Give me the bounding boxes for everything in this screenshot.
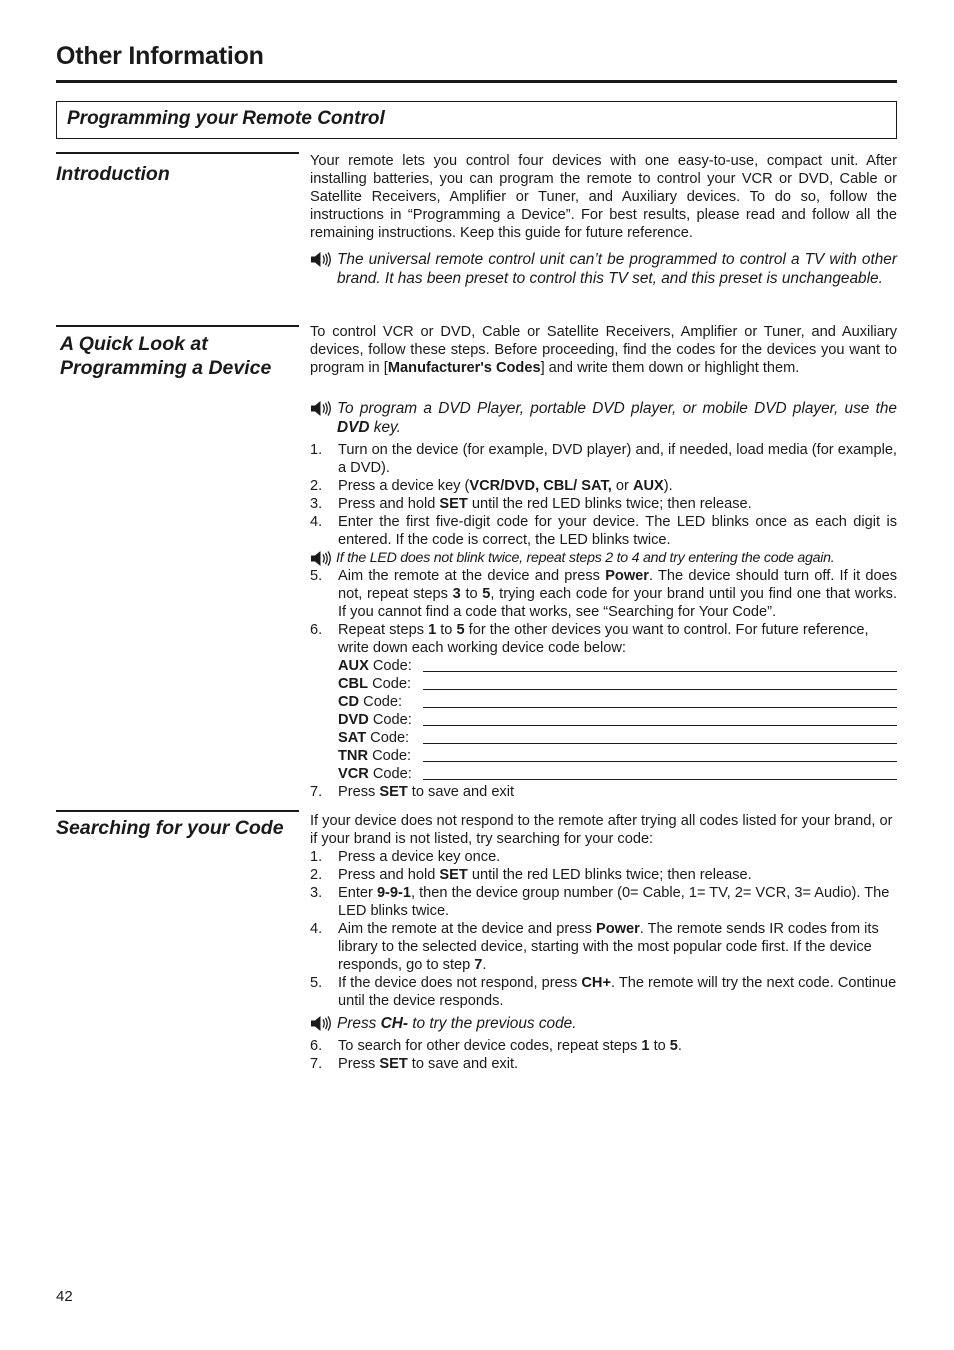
step-ref: 7 bbox=[474, 957, 483, 973]
step-text: Turn on the device (for example, DVD player) and, if needed, load media (for example, a DVD). bbox=[338, 442, 897, 476]
step-text: Press bbox=[338, 1056, 380, 1072]
list-item bbox=[310, 495, 897, 513]
device-code-list bbox=[338, 657, 897, 783]
list-item bbox=[310, 884, 897, 920]
quick-look-intro-text: To control VCR or DVD, Cable or Satellite Receivers, Amplifier or Tuner, and Auxiliary devices, follow these steps. Before proceeding, find the codes for the devices you want to program in [ bbox=[310, 324, 897, 376]
code-suffix: Code: bbox=[363, 694, 403, 710]
list-item bbox=[310, 866, 897, 884]
searching-rule bbox=[56, 810, 299, 812]
step-number: 3. bbox=[310, 885, 323, 901]
list-item bbox=[310, 1055, 897, 1073]
page-title: Other Information bbox=[56, 42, 264, 70]
code-suffix: Code: bbox=[370, 730, 410, 746]
speaker-icon bbox=[310, 400, 332, 417]
introduction-body bbox=[310, 152, 897, 288]
section-banner-title: Programming your Remote Control bbox=[67, 108, 385, 129]
step-text: Press a device key ( bbox=[338, 478, 470, 494]
step-text: Press and hold bbox=[338, 867, 440, 883]
quick-look-intro bbox=[310, 323, 897, 377]
step-text: for the other devices you want to control. For future reference, write down each working device code below: bbox=[338, 622, 869, 656]
step-ref: 5 bbox=[456, 622, 465, 638]
code-row bbox=[338, 747, 897, 765]
step-text: If the device does not respond, press bbox=[338, 975, 582, 991]
searching-heading: Searching for your Code bbox=[56, 817, 284, 839]
manufacturer-codes-ref: Manufacturer's Codes bbox=[387, 360, 541, 376]
step-text: to bbox=[649, 1038, 670, 1054]
device-name: CD bbox=[338, 694, 360, 710]
step-text: . bbox=[482, 957, 487, 973]
step-key: Power bbox=[595, 921, 640, 937]
step-text: Repeat steps bbox=[338, 622, 429, 638]
code-row bbox=[338, 675, 897, 693]
dvd-note bbox=[310, 399, 897, 437]
device-name: VCR bbox=[338, 766, 369, 782]
step-number: 2. bbox=[310, 867, 323, 883]
step-number: 1. bbox=[310, 849, 323, 865]
step-text: until the red LED blinks twice; then release. bbox=[467, 496, 752, 512]
led-note-text: If the LED does not blink twice, repeat steps 2 to 4 and try entering the code again. bbox=[336, 550, 835, 566]
section-banner bbox=[56, 101, 897, 139]
step-text: to bbox=[460, 586, 483, 602]
step-text: . The device should turn off. If it does not, repeat steps bbox=[338, 568, 897, 602]
code-label bbox=[338, 765, 423, 783]
step-number: 4. bbox=[310, 514, 323, 530]
searching-intro: If your device does not respond to the remote after trying all codes listed for your brand, or if your brand is not listed, try searching for your code: bbox=[310, 813, 893, 847]
introduction-text: Your remote lets you control four devices with one easy-to-use, compact unit. After installing batteries, you can program the remote to control your VCR or DVD, Cable or Satellite Receivers, Amplifier or Tuner, and Auxiliary devices. To do so, follow the instructions in “Programming a Device”. For best results, please read and follow all the remaining instructions. Keep this guide for future reference. bbox=[310, 153, 897, 241]
step-key: SET bbox=[379, 1056, 408, 1072]
quick-look-body bbox=[310, 323, 897, 801]
code-blank-line[interactable] bbox=[423, 671, 897, 672]
step-text: Aim the remote at the device and press bbox=[338, 921, 596, 937]
code-label bbox=[338, 729, 423, 747]
speaker-icon bbox=[310, 1015, 332, 1032]
step-text: to save and exit bbox=[407, 784, 515, 800]
code-row bbox=[338, 765, 897, 783]
code-blank-line[interactable] bbox=[423, 743, 897, 744]
list-item bbox=[310, 1037, 897, 1055]
step-key: SET bbox=[379, 784, 408, 800]
code-row bbox=[338, 657, 897, 675]
searching-steps-continued bbox=[310, 1037, 897, 1073]
step-ref: 5 bbox=[669, 1038, 678, 1054]
device-name: TNR bbox=[338, 748, 368, 764]
step-key: Power bbox=[605, 568, 649, 584]
step-text: until the red LED blinks twice; then release. bbox=[467, 867, 752, 883]
page-number: 42 bbox=[56, 1288, 73, 1305]
step-text: . The remote will try the next code. Continue until the device responds. bbox=[338, 975, 897, 1009]
step-ref: 5 bbox=[482, 586, 491, 602]
step-number: 6. bbox=[310, 1038, 323, 1054]
quick-look-heading bbox=[60, 332, 305, 380]
dvd-note-text: To program a DVD Player, portable DVD player, or mobile DVD player, use the bbox=[337, 400, 897, 417]
code-blank-line[interactable] bbox=[423, 779, 897, 780]
step-number: 7. bbox=[310, 1056, 323, 1072]
device-name: AUX bbox=[338, 658, 369, 674]
step-text: To search for other device codes, repeat steps bbox=[338, 1038, 642, 1054]
code-row bbox=[338, 729, 897, 747]
code-blank-line[interactable] bbox=[423, 725, 897, 726]
device-name: CBL bbox=[338, 676, 368, 692]
step-ref: 1 bbox=[428, 622, 437, 638]
ch-minus-note bbox=[310, 1014, 897, 1033]
step-text: , trying each code for your brand until you find one that works. If you cannot find a code that works, see “Searching for Your Code”. bbox=[338, 586, 897, 620]
code-label bbox=[338, 657, 423, 675]
step-text: Press and hold bbox=[338, 496, 440, 512]
code-suffix: Code: bbox=[372, 766, 412, 782]
introduction-rule bbox=[56, 152, 299, 154]
programming-steps bbox=[310, 441, 897, 549]
dvd-key-label: DVD bbox=[337, 419, 370, 436]
led-note bbox=[310, 549, 897, 567]
device-name: DVD bbox=[338, 712, 369, 728]
step-ref: 3 bbox=[452, 586, 461, 602]
step-number: 5. bbox=[310, 568, 323, 584]
step-text: . bbox=[677, 1038, 682, 1054]
code-label bbox=[338, 711, 423, 729]
code-suffix: Code: bbox=[372, 676, 412, 692]
step-key: SET bbox=[439, 867, 468, 883]
code-row bbox=[338, 711, 897, 729]
step-key: SET bbox=[439, 496, 468, 512]
programming-steps-continued bbox=[310, 567, 897, 801]
code-suffix: Code: bbox=[372, 658, 412, 674]
searching-steps bbox=[310, 848, 897, 1010]
speaker-icon bbox=[310, 550, 332, 567]
dvd-note-text-end: key. bbox=[369, 419, 401, 436]
list-item bbox=[310, 621, 897, 783]
step-text: to save and exit. bbox=[407, 1056, 519, 1072]
code-blank-line[interactable] bbox=[423, 707, 897, 708]
step-text: ). bbox=[663, 478, 673, 494]
step-text: Press bbox=[338, 784, 380, 800]
introduction-note bbox=[310, 250, 897, 288]
step-number: 4. bbox=[310, 921, 323, 937]
step-keys: VCR/DVD, CBL/ SAT, bbox=[469, 478, 612, 494]
list-item bbox=[310, 441, 897, 477]
list-item bbox=[310, 477, 897, 495]
quick-look-rule bbox=[56, 325, 299, 327]
code-label bbox=[338, 675, 423, 693]
ch-minus-key: CH- bbox=[380, 1015, 408, 1032]
introduction-heading: Introduction bbox=[56, 163, 170, 185]
note-text: Press bbox=[337, 1015, 381, 1032]
title-rule bbox=[56, 80, 897, 83]
step-number: 7. bbox=[310, 784, 323, 800]
code-label bbox=[338, 747, 423, 765]
list-item bbox=[310, 783, 897, 801]
code-blank-line[interactable] bbox=[423, 689, 897, 690]
introduction-note-text: The universal remote control unit can’t be programmed to control a TV with other brand. It has been preset to control this TV set, and this preset is unchangeable. bbox=[337, 251, 897, 287]
code-suffix: Code: bbox=[372, 748, 412, 764]
device-name: SAT bbox=[338, 730, 367, 746]
quick-look-intro-text-end: ] and write them down or highlight them. bbox=[540, 360, 800, 376]
step-text: , then the device group number (0= Cable, 1= TV, 2= VCR, 3= Audio). The LED blinks twice. bbox=[338, 885, 890, 919]
step-number: 2. bbox=[310, 478, 323, 494]
searching-body bbox=[310, 812, 897, 1073]
note-text-end: to try the previous code. bbox=[407, 1015, 577, 1032]
step-text: . The remote sends IR codes from its library to the selected device, starting with the most popular code first. If the device responds, go to step bbox=[338, 921, 879, 973]
list-item bbox=[310, 920, 897, 974]
step-text: Press a device key once. bbox=[338, 849, 501, 865]
step-text: or bbox=[611, 478, 633, 494]
step-key: CH+ bbox=[581, 975, 611, 991]
list-item bbox=[310, 974, 897, 1010]
step-number: 1. bbox=[310, 442, 323, 458]
step-text: Aim the remote at the device and press bbox=[338, 568, 606, 584]
step-text: to bbox=[436, 622, 457, 638]
code-suffix: Code: bbox=[372, 712, 412, 728]
step-number: 6. bbox=[310, 622, 323, 638]
list-item bbox=[310, 513, 897, 549]
step-number: 5. bbox=[310, 975, 323, 991]
code-row bbox=[338, 693, 897, 711]
list-item bbox=[310, 567, 897, 621]
speaker-icon bbox=[310, 251, 332, 268]
step-number: 3. bbox=[310, 496, 323, 512]
code-blank-line[interactable] bbox=[423, 761, 897, 762]
code-label bbox=[338, 693, 423, 711]
step-code: 9-9-1 bbox=[376, 885, 412, 901]
step-key: AUX bbox=[632, 478, 664, 494]
quick-look-heading-line2: Programming a Device bbox=[60, 357, 272, 379]
step-ref: 1 bbox=[641, 1038, 650, 1054]
quick-look-heading-line1: A Quick Look at bbox=[60, 333, 208, 355]
step-text: Enter bbox=[338, 885, 377, 901]
list-item bbox=[310, 848, 897, 866]
step-text: Enter the first five-digit code for your device. The LED blinks once as each digit is entered. If the code is correct, the LED blinks twice. bbox=[338, 514, 897, 548]
